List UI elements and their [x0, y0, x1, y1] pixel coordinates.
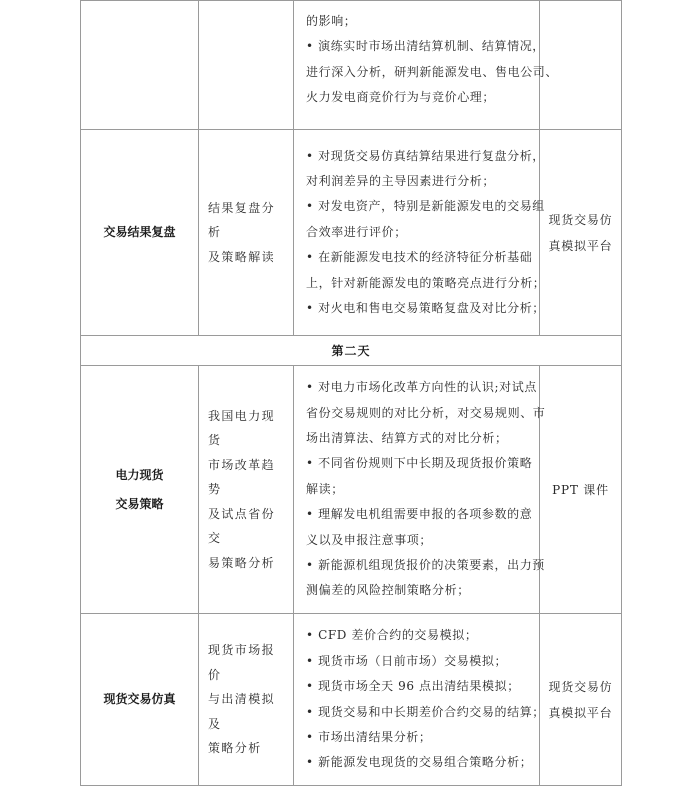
resource-line: PPT 课件 — [552, 482, 609, 497]
list-item-line: • 对现货交易仿真结算结果进行复盘分析， — [306, 148, 545, 163]
resource-cell — [540, 614, 622, 786]
topic-line: 电力现货 — [115, 467, 164, 482]
content-cell — [199, 130, 294, 336]
content-line: 结果复盘分析 — [208, 200, 276, 240]
list-item — [306, 750, 531, 775]
resource-line: 现货交易仿 — [548, 679, 613, 694]
training-schedule-table — [80, 0, 622, 786]
content-line: 现货市场报价 — [208, 643, 276, 682]
content-cell — [199, 614, 294, 786]
list-item — [306, 725, 531, 750]
list-item — [306, 623, 531, 648]
topic-cell — [81, 366, 199, 614]
topic-line: 交易策略 — [115, 496, 164, 511]
list-item-line: • CFD 差价合约的交易模拟； — [306, 628, 478, 643]
list-item — [306, 451, 531, 502]
topic-cell — [81, 1, 199, 130]
list-item — [306, 144, 545, 195]
details-cell — [294, 366, 546, 614]
resource-cell — [540, 130, 622, 336]
content-line: 易策略分析 — [208, 555, 276, 570]
list-item — [306, 375, 546, 451]
list-item-line: 测偏差的风险控制策略分析； — [306, 583, 470, 598]
list-item-line: • 市场出清结果分析； — [306, 729, 432, 744]
list-item — [306, 9, 531, 34]
table-row — [81, 366, 622, 614]
details-cell — [294, 1, 559, 130]
list-item-line: • 对火电和售电交易策略复盘及对比分析； — [306, 301, 545, 316]
list-item — [306, 649, 531, 674]
day-label: 第二天 — [81, 336, 622, 366]
list-item-line: • 不同省份规则下中长期及现货报价策略 — [306, 456, 533, 471]
list-item-line: 合效率进行评价； — [306, 224, 407, 239]
list-item — [306, 245, 546, 296]
list-item-line: 的影响； — [306, 14, 357, 28]
topic-cell — [81, 614, 199, 786]
list-item-line: 解读； — [306, 481, 344, 496]
list-item-line: 省份交易规则的对比分析，对交易规则、市 — [306, 405, 546, 420]
content-line: 策略分析 — [208, 741, 262, 756]
resource-cell — [540, 366, 622, 614]
list-item-line: 义以及申报注意事项； — [306, 532, 433, 547]
resource-line: 真模拟平台 — [548, 238, 613, 253]
content-cell — [199, 1, 294, 130]
details-cell — [294, 130, 546, 336]
list-item — [306, 194, 545, 245]
list-item-line: • 对发电资产，特别是新能源发电的交易组 — [306, 199, 545, 214]
content-cell — [199, 366, 294, 614]
resource-line: 真模拟平台 — [548, 705, 613, 720]
content-line: 我国电力现货 — [208, 408, 276, 448]
list-item-line: • 新能源机组现货报价的决策要素，出力预 — [306, 558, 545, 573]
content-line: 与出清模拟及 — [208, 692, 276, 731]
list-item-line: • 现货市场（日前市场）交易模拟； — [306, 653, 508, 668]
content-line: 及试点省份交 — [208, 506, 276, 546]
list-item-line: 进行深入分析，研判新能源发电、售电公司、 — [306, 64, 559, 79]
list-item — [306, 553, 545, 604]
resource-line: 现货交易仿 — [548, 212, 613, 227]
list-item-line: 上，针对新能源发电的策略亮点进行分析； — [306, 275, 546, 290]
list-item-line: • 现货交易和中长期差价合约交易的结算； — [306, 704, 545, 719]
topic-line: 现货交易仿真 — [103, 692, 176, 706]
list-item-line: • 在新能源发电技术的经济特征分析基础 — [306, 250, 533, 265]
list-item — [306, 502, 531, 553]
list-item — [306, 674, 531, 699]
list-item-line: 对利润差异的主导因素进行分析； — [306, 173, 496, 188]
details-cell — [294, 614, 545, 786]
table-row — [81, 1, 622, 130]
content-line: 市场改革趋势 — [208, 457, 276, 497]
table-row — [81, 130, 622, 336]
topic-line: 交易结果复盘 — [103, 225, 176, 239]
list-item — [306, 34, 559, 110]
list-item-line: • 现货市场全天 96 点出清结果模拟； — [306, 679, 520, 694]
table-row — [81, 614, 622, 786]
list-item-line: • 对电力市场化改革方向性的认识;对试点 — [306, 380, 537, 395]
list-item-line: • 演练实时市场出清结算机制、结算情况， — [306, 39, 545, 54]
content-line: 及策略解读 — [208, 249, 276, 264]
day-header-row — [81, 336, 622, 366]
list-item-line: 火力发电商竞价行为与竞价心理； — [306, 90, 496, 105]
topic-cell — [81, 130, 199, 336]
list-item — [306, 296, 545, 321]
list-item-line: • 新能源发电现货的交易组合策略分析； — [306, 755, 533, 770]
list-item — [306, 700, 545, 725]
list-item-line: 场出清算法、结算方式的对比分析； — [306, 430, 508, 445]
list-item-line: • 理解发电机组需要申报的各项参数的意 — [306, 507, 533, 522]
